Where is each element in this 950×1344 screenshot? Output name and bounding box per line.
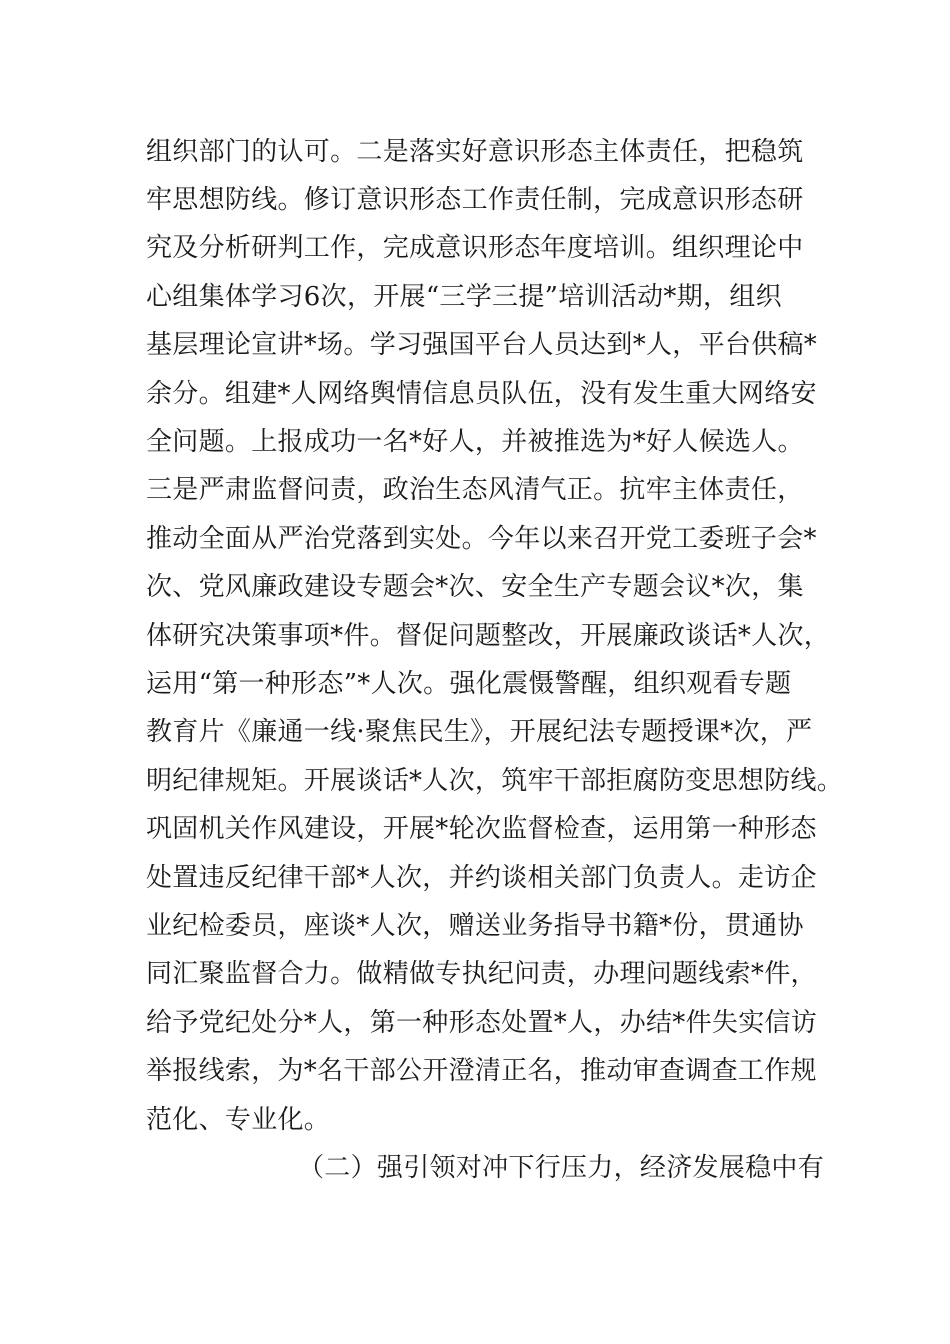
body-line-7: 全问题。上报成功一名*好人，并被推选为*好人候选人。	[146, 427, 804, 457]
body-line-1: 组织部门的认可。二是落实好意识形态主体责任，把稳筑	[146, 137, 804, 167]
body-line-11: 体研究决策事项*件。督促问题整改，开展廉政谈话*人次，	[146, 621, 831, 651]
body-line-17: 业纪检委员，座谈*人次，赠送业务指导书籍*份，贯通协	[146, 911, 804, 941]
section-heading: （二）强引领对冲下行压力，经济发展稳中有	[298, 1153, 825, 1183]
body-line-20: 举报线索，为*名干部公开澄清正名，推动审查调查工作规	[146, 1056, 817, 1086]
body-line-13: 教育片《廉通一线·聚焦民生》，开展纪法专题授课*次，严	[146, 717, 813, 747]
body-line-2: 牢思想防线。修订意识形态工作责任制，完成意识形态研	[146, 185, 804, 215]
body-line-5: 基层理论宣讲*场。学习强国平台人员达到*人，平台供稿*	[146, 330, 818, 360]
body-line-9: 推动全面从严治党落到实处。今年以来召开党工委班子会*	[146, 524, 817, 554]
body-line-4: 心组集体学习6次，开展“三学三提”培训活动*期，组织	[146, 282, 782, 312]
body-line-12: 运用“第一种形态”*人次。强化震慑警醒，组织观看专题	[146, 669, 792, 699]
body-line-6: 余分。组建*人网络舆情信息员队伍，没有发生重大网络安	[146, 379, 817, 409]
body-line-3: 究及分析研判工作，完成意识形态年度培训。组织理论中	[146, 233, 804, 263]
body-line-8: 三是严肃监督问责，政治生态风清气正。抗牢主体责任，	[146, 475, 804, 505]
body-line-14: 明纪律规矩。开展谈话*人次，筑牢干部拒腐防变思想防线。	[146, 766, 844, 796]
body-line-21: 范化、专业化。	[146, 1105, 331, 1135]
body-line-15: 巩固机关作风建设，开展*轮次监督检查，运用第一种形态	[146, 814, 817, 844]
body-line-10: 次、党风廉政建设专题会*次、安全生产专题会议*次，集	[146, 572, 804, 602]
body-line-19: 给予党纪处分*人，第一种形态处置*人，办结*件失实信访	[146, 1008, 818, 1038]
body-line-18: 同汇聚监督合力。做精做专执纪问责，办理问题线索*件，	[146, 959, 817, 989]
body-line-16: 处置违反纪律干部*人次，并约谈相关部门负责人。走访企	[146, 863, 817, 893]
